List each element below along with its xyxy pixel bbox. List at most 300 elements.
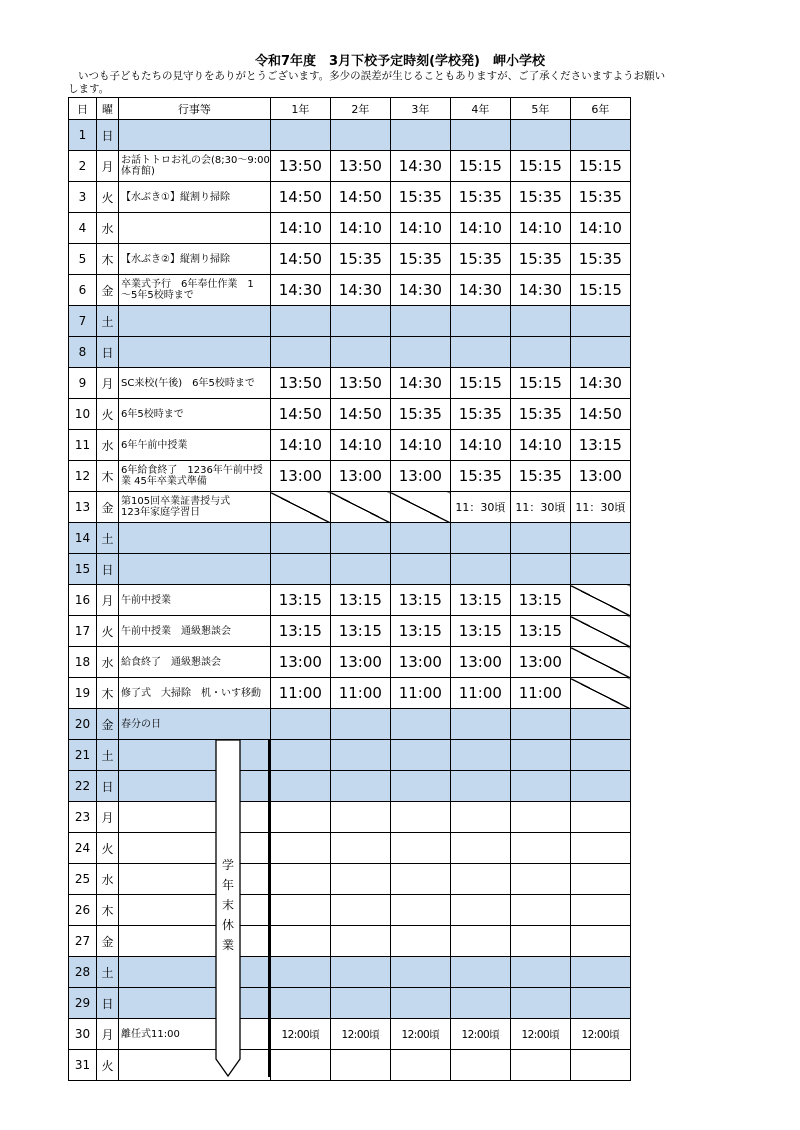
event-cell <box>119 678 271 709</box>
time-cell-grade-6: 14:10 <box>570 213 630 244</box>
time-cell-grade-3 <box>390 988 450 1019</box>
event-cell <box>119 1050 271 1081</box>
day-cell: 13 <box>69 492 97 523</box>
time-cell-grade-4: 11：30頃 <box>450 492 510 523</box>
time-cell-grade-6: 11：30頃 <box>570 492 630 523</box>
day-cell: 20 <box>69 709 97 740</box>
time-cell-grade-2: 13:15 <box>330 616 390 647</box>
event-cell <box>119 833 271 864</box>
day-cell: 1 <box>69 120 97 151</box>
event-line: 【水ぶき①】縦割り掃除 <box>121 191 230 203</box>
time-cell-grade-5 <box>510 1050 570 1081</box>
event-cell <box>119 864 271 895</box>
time-cell-grade-6 <box>570 554 630 585</box>
event-cell <box>119 957 271 988</box>
time-cell-grade-3 <box>390 957 450 988</box>
time-cell-grade-2 <box>330 771 390 802</box>
time-cell-grade-6: 14:50 <box>570 399 630 430</box>
weekday-cell: 土 <box>97 957 119 988</box>
time-cell-grade-2: 14:50 <box>330 182 390 213</box>
time-cell-grade-4: 13:15 <box>450 616 510 647</box>
day-cell: 26 <box>69 895 97 926</box>
day-cell: 30 <box>69 1019 97 1050</box>
day-cell: 9 <box>69 368 97 399</box>
header-weekday: 曜 <box>97 98 119 120</box>
no-departure-cell <box>570 585 630 616</box>
day-cell: 10 <box>69 399 97 430</box>
weekday-cell: 金 <box>97 275 119 306</box>
time-cell-grade-6: 15:15 <box>570 275 630 306</box>
time-cell-grade-2 <box>330 957 390 988</box>
time-cell-grade-5: 15:35 <box>510 244 570 275</box>
event-cell <box>119 616 271 647</box>
time-cell-grade-4: 13:00 <box>450 647 510 678</box>
day-cell: 29 <box>69 988 97 1019</box>
event-cell <box>119 120 271 151</box>
day-cell: 14 <box>69 523 97 554</box>
event-cell <box>119 306 271 337</box>
table-row <box>69 802 631 833</box>
time-cell-grade-2 <box>330 926 390 957</box>
time-cell-grade-6 <box>570 864 630 895</box>
time-cell-grade-5 <box>510 523 570 554</box>
time-cell-grade-4 <box>450 554 510 585</box>
time-cell-grade-2: 14:10 <box>330 430 390 461</box>
time-cell-grade-5 <box>510 833 570 864</box>
intro-text <box>68 70 666 96</box>
event-line: 6年午前中授業 <box>121 439 188 451</box>
header-day: 日 <box>69 98 97 120</box>
table-row <box>69 895 631 926</box>
time-cell-grade-3 <box>390 864 450 895</box>
event-cell <box>119 275 271 306</box>
time-cell-grade-3: 14:30 <box>390 368 450 399</box>
event-line: 6年5校時まで <box>121 408 184 420</box>
time-cell-grade-2 <box>330 833 390 864</box>
time-cell-grade-1 <box>270 554 330 585</box>
event-line: 午前中授業 通級懇談会 <box>121 625 231 637</box>
event-cell <box>119 1019 271 1050</box>
table-row <box>69 554 631 585</box>
time-cell-grade-5: 14:10 <box>510 213 570 244</box>
event-cell <box>119 709 271 740</box>
event-cell <box>119 647 271 678</box>
weekday-cell: 日 <box>97 337 119 368</box>
weekday-cell: 木 <box>97 678 119 709</box>
time-cell-grade-6 <box>570 833 630 864</box>
time-cell-grade-3 <box>390 926 450 957</box>
weekday-cell: 月 <box>97 368 119 399</box>
time-cell-grade-4 <box>450 337 510 368</box>
no-departure-cell <box>330 492 390 523</box>
time-cell-grade-2: 13:00 <box>330 461 390 492</box>
weekday-cell: 日 <box>97 120 119 151</box>
time-cell-grade-3: 13:15 <box>390 616 450 647</box>
header-row <box>69 98 631 120</box>
time-cell-grade-6: 15:15 <box>570 151 630 182</box>
time-cell-grade-2: 11:00 <box>330 678 390 709</box>
time-cell-grade-5 <box>510 740 570 771</box>
day-cell: 18 <box>69 647 97 678</box>
time-cell-grade-5 <box>510 554 570 585</box>
day-cell: 3 <box>69 182 97 213</box>
time-cell-grade-4: 15:15 <box>450 368 510 399</box>
time-cell-grade-5 <box>510 895 570 926</box>
time-cell-grade-1: 14:10 <box>270 213 330 244</box>
table-row <box>69 213 631 244</box>
weekday-cell: 火 <box>97 1050 119 1081</box>
weekday-cell: 土 <box>97 306 119 337</box>
time-cell-grade-4: 15:35 <box>450 399 510 430</box>
time-cell-grade-1: 14:50 <box>270 399 330 430</box>
time-cell-grade-3: 13:00 <box>390 461 450 492</box>
time-cell-grade-6 <box>570 926 630 957</box>
table-row <box>69 492 631 523</box>
time-cell-grade-5 <box>510 926 570 957</box>
event-line: ～5年5校時まで <box>121 290 194 301</box>
time-cell-grade-2: 13:50 <box>330 151 390 182</box>
time-cell-grade-4 <box>450 988 510 1019</box>
time-cell-grade-3 <box>390 771 450 802</box>
time-cell-grade-3: 15:35 <box>390 182 450 213</box>
time-cell-grade-4 <box>450 957 510 988</box>
vacation-label <box>218 855 238 955</box>
time-cell-grade-2 <box>330 802 390 833</box>
time-cell-grade-4 <box>450 833 510 864</box>
event-cell <box>119 337 271 368</box>
time-cell-grade-3: 11:00 <box>390 678 450 709</box>
header-grade-6: 6年 <box>570 98 630 120</box>
time-cell-grade-2 <box>330 306 390 337</box>
time-cell-grade-4: 14:30 <box>450 275 510 306</box>
schedule-table <box>68 97 631 1081</box>
time-cell-grade-6: 13:15 <box>570 430 630 461</box>
time-cell-grade-5 <box>510 864 570 895</box>
no-departure-cell <box>570 647 630 678</box>
time-cell-grade-1: 13:50 <box>270 151 330 182</box>
time-cell-grade-6: 13:00 <box>570 461 630 492</box>
no-departure-cell <box>270 492 330 523</box>
no-departure-cell <box>570 678 630 709</box>
time-cell-grade-6 <box>570 337 630 368</box>
vacation-char: 休 <box>221 918 234 932</box>
table-row <box>69 833 631 864</box>
event-line: お話トトロお礼の会(8;30～9:00 <box>121 155 270 166</box>
time-cell-grade-4: 15:35 <box>450 182 510 213</box>
time-cell-grade-2: 13:00 <box>330 647 390 678</box>
table-row <box>69 182 631 213</box>
table-row <box>69 399 631 430</box>
time-cell-grade-5 <box>510 988 570 1019</box>
time-cell-grade-5 <box>510 709 570 740</box>
table-row <box>69 709 631 740</box>
event-cell <box>119 554 271 585</box>
time-cell-grade-1: 14:50 <box>270 182 330 213</box>
table-row <box>69 244 631 275</box>
day-cell: 24 <box>69 833 97 864</box>
time-cell-grade-5: 11:00 <box>510 678 570 709</box>
time-cell-grade-1 <box>270 306 330 337</box>
day-cell: 4 <box>69 213 97 244</box>
time-cell-grade-2: 14:30 <box>330 275 390 306</box>
day-cell: 27 <box>69 926 97 957</box>
day-cell: 15 <box>69 554 97 585</box>
time-cell-grade-5: 14:30 <box>510 275 570 306</box>
event-line: 6年給食終了 1236年午前中授 <box>121 465 263 476</box>
time-cell-grade-6: 15:35 <box>570 182 630 213</box>
time-cell-grade-1 <box>270 833 330 864</box>
time-cell-grade-3: 14:30 <box>390 151 450 182</box>
vacation-divider <box>268 739 270 1077</box>
event-cell <box>119 988 271 1019</box>
time-cell-grade-5: 15:15 <box>510 368 570 399</box>
header-grade-2: 2年 <box>330 98 390 120</box>
time-cell-grade-4: 14:10 <box>450 430 510 461</box>
time-cell-grade-4: 13:15 <box>450 585 510 616</box>
time-cell-grade-3: 14:10 <box>390 430 450 461</box>
weekday-cell: 火 <box>97 616 119 647</box>
event-line: 給食終了 通級懇談会 <box>121 656 221 668</box>
time-cell-grade-2 <box>330 709 390 740</box>
table-row <box>69 120 631 151</box>
time-cell-grade-6 <box>570 523 630 554</box>
time-cell-grade-1 <box>270 337 330 368</box>
time-cell-grade-1: 13:00 <box>270 461 330 492</box>
day-cell: 11 <box>69 430 97 461</box>
time-cell-grade-5: 11：30頃 <box>510 492 570 523</box>
weekday-cell: 水 <box>97 647 119 678</box>
time-cell-grade-6 <box>570 957 630 988</box>
table-row <box>69 523 631 554</box>
header-grade-5: 5年 <box>510 98 570 120</box>
time-cell-grade-6 <box>570 740 630 771</box>
time-cell-grade-1 <box>270 1050 330 1081</box>
time-cell-grade-1 <box>270 895 330 926</box>
intro-line-2: します。 <box>68 83 110 95</box>
time-cell-grade-1: 11:00 <box>270 678 330 709</box>
event-line: 業 45年卒業式準備 <box>121 476 207 487</box>
time-cell-grade-3 <box>390 523 450 554</box>
event-line: SC来校(午後) 6年5校時まで <box>121 377 255 389</box>
no-departure-cell <box>390 492 450 523</box>
time-cell-grade-1: 14:30 <box>270 275 330 306</box>
time-cell-grade-6 <box>570 709 630 740</box>
time-cell-grade-3 <box>390 709 450 740</box>
event-cell <box>119 368 271 399</box>
time-cell-grade-5: 13:15 <box>510 616 570 647</box>
time-cell-grade-4 <box>450 306 510 337</box>
event-cell <box>119 182 271 213</box>
time-cell-grade-5 <box>510 337 570 368</box>
weekday-cell: 土 <box>97 740 119 771</box>
event-line: 午前中授業 <box>121 594 171 606</box>
time-cell-grade-2 <box>330 554 390 585</box>
time-cell-grade-5 <box>510 306 570 337</box>
time-cell-grade-4 <box>450 864 510 895</box>
day-cell: 31 <box>69 1050 97 1081</box>
time-cell-grade-3 <box>390 554 450 585</box>
event-cell <box>119 492 271 523</box>
time-cell-grade-3 <box>390 306 450 337</box>
time-cell-grade-3 <box>390 337 450 368</box>
time-cell-grade-4: 15:35 <box>450 244 510 275</box>
weekday-cell: 日 <box>97 771 119 802</box>
weekday-cell: 土 <box>97 523 119 554</box>
weekday-cell: 水 <box>97 213 119 244</box>
event-cell <box>119 523 271 554</box>
time-cell-grade-2 <box>330 120 390 151</box>
day-cell: 22 <box>69 771 97 802</box>
vacation-char: 学 <box>221 858 234 872</box>
time-cell-grade-4: 15:35 <box>450 461 510 492</box>
time-cell-grade-5: 12:00頃 <box>510 1019 570 1050</box>
time-cell-grade-1: 13:15 <box>270 585 330 616</box>
table-row <box>69 957 631 988</box>
event-line: 修了式 大掃除 机・いす移動 <box>121 687 261 699</box>
time-cell-grade-1 <box>270 771 330 802</box>
weekday-cell: 金 <box>97 709 119 740</box>
event-line: 123年家庭学習日 <box>121 507 201 518</box>
time-cell-grade-4: 15:15 <box>450 151 510 182</box>
day-cell: 23 <box>69 802 97 833</box>
time-cell-grade-1 <box>270 988 330 1019</box>
event-cell <box>119 244 271 275</box>
time-cell-grade-1 <box>270 120 330 151</box>
time-cell-grade-3: 15:35 <box>390 244 450 275</box>
time-cell-grade-4: 12:00頃 <box>450 1019 510 1050</box>
time-cell-grade-5: 15:15 <box>510 151 570 182</box>
table-row <box>69 306 631 337</box>
time-cell-grade-4: 11:00 <box>450 678 510 709</box>
time-cell-grade-6 <box>570 120 630 151</box>
weekday-cell: 月 <box>97 151 119 182</box>
time-cell-grade-1: 13:50 <box>270 368 330 399</box>
table-row <box>69 585 631 616</box>
day-cell: 2 <box>69 151 97 182</box>
day-cell: 17 <box>69 616 97 647</box>
event-cell <box>119 771 271 802</box>
time-cell-grade-2: 15:35 <box>330 244 390 275</box>
time-cell-grade-6 <box>570 306 630 337</box>
time-cell-grade-6 <box>570 895 630 926</box>
time-cell-grade-2: 14:50 <box>330 399 390 430</box>
time-cell-grade-1 <box>270 740 330 771</box>
time-cell-grade-3 <box>390 833 450 864</box>
time-cell-grade-5: 14:10 <box>510 430 570 461</box>
time-cell-grade-2 <box>330 864 390 895</box>
time-cell-grade-2 <box>330 895 390 926</box>
event-cell <box>119 399 271 430</box>
time-cell-grade-2: 12:00頃 <box>330 1019 390 1050</box>
time-cell-grade-4 <box>450 926 510 957</box>
time-cell-grade-1 <box>270 802 330 833</box>
time-cell-grade-4 <box>450 523 510 554</box>
header-grade-1: 1年 <box>270 98 330 120</box>
time-cell-grade-5 <box>510 957 570 988</box>
table-row <box>69 926 631 957</box>
weekday-cell: 月 <box>97 585 119 616</box>
event-cell <box>119 151 271 182</box>
time-cell-grade-5: 13:15 <box>510 585 570 616</box>
time-cell-grade-5: 15:35 <box>510 182 570 213</box>
time-cell-grade-2 <box>330 1050 390 1081</box>
time-cell-grade-2 <box>330 337 390 368</box>
weekday-cell: 木 <box>97 461 119 492</box>
weekday-cell: 木 <box>97 895 119 926</box>
vacation-char: 業 <box>221 938 234 952</box>
vacation-char: 末 <box>221 898 234 912</box>
table-row <box>69 616 631 647</box>
table-row <box>69 864 631 895</box>
time-cell-grade-5 <box>510 120 570 151</box>
weekday-cell: 木 <box>97 244 119 275</box>
time-cell-grade-3: 12:00頃 <box>390 1019 450 1050</box>
header-events: 行事等 <box>119 98 271 120</box>
day-cell: 25 <box>69 864 97 895</box>
time-cell-grade-1: 12:00頃 <box>270 1019 330 1050</box>
time-cell-grade-3: 15:35 <box>390 399 450 430</box>
weekday-cell: 火 <box>97 182 119 213</box>
time-cell-grade-5 <box>510 802 570 833</box>
page-title: 令和7年度 3月下校予定時刻(学校発) 岬小学校 <box>255 54 545 69</box>
table-row <box>69 151 631 182</box>
event-cell <box>119 430 271 461</box>
event-cell <box>119 585 271 616</box>
time-cell-grade-3: 13:00 <box>390 647 450 678</box>
table-row <box>69 368 631 399</box>
time-cell-grade-6: 14:30 <box>570 368 630 399</box>
time-cell-grade-3 <box>390 120 450 151</box>
time-cell-grade-6 <box>570 988 630 1019</box>
day-cell: 21 <box>69 740 97 771</box>
intro-line-1: いつも子どもたちの見守りをありがとうございます。多少の誤差が生じることもありますが、ご了承くださいますようお願い <box>78 70 666 82</box>
time-cell-grade-4 <box>450 895 510 926</box>
time-cell-grade-1 <box>270 523 330 554</box>
day-cell: 5 <box>69 244 97 275</box>
event-line: 卒業式予行 6年奉仕作業 1 <box>121 279 254 290</box>
day-cell: 12 <box>69 461 97 492</box>
event-cell <box>119 740 271 771</box>
table-row <box>69 430 631 461</box>
time-cell-grade-4 <box>450 802 510 833</box>
time-cell-grade-6 <box>570 1050 630 1081</box>
day-cell: 8 <box>69 337 97 368</box>
event-cell <box>119 926 271 957</box>
table-row <box>69 337 631 368</box>
time-cell-grade-4 <box>450 120 510 151</box>
time-cell-grade-5: 15:35 <box>510 399 570 430</box>
time-cell-grade-3: 13:15 <box>390 585 450 616</box>
time-cell-grade-4 <box>450 771 510 802</box>
table-row <box>69 988 631 1019</box>
time-cell-grade-5 <box>510 771 570 802</box>
weekday-cell: 日 <box>97 988 119 1019</box>
time-cell-grade-3 <box>390 740 450 771</box>
header-grade-4: 4年 <box>450 98 510 120</box>
weekday-cell: 月 <box>97 1019 119 1050</box>
table-row <box>69 1019 631 1050</box>
day-cell: 7 <box>69 306 97 337</box>
time-cell-grade-3: 14:10 <box>390 213 450 244</box>
weekday-cell: 水 <box>97 430 119 461</box>
weekday-cell: 金 <box>97 926 119 957</box>
table-row <box>69 771 631 802</box>
time-cell-grade-2 <box>330 988 390 1019</box>
weekday-cell: 月 <box>97 802 119 833</box>
time-cell-grade-1: 13:00 <box>270 647 330 678</box>
table-row <box>69 678 631 709</box>
time-cell-grade-1 <box>270 864 330 895</box>
